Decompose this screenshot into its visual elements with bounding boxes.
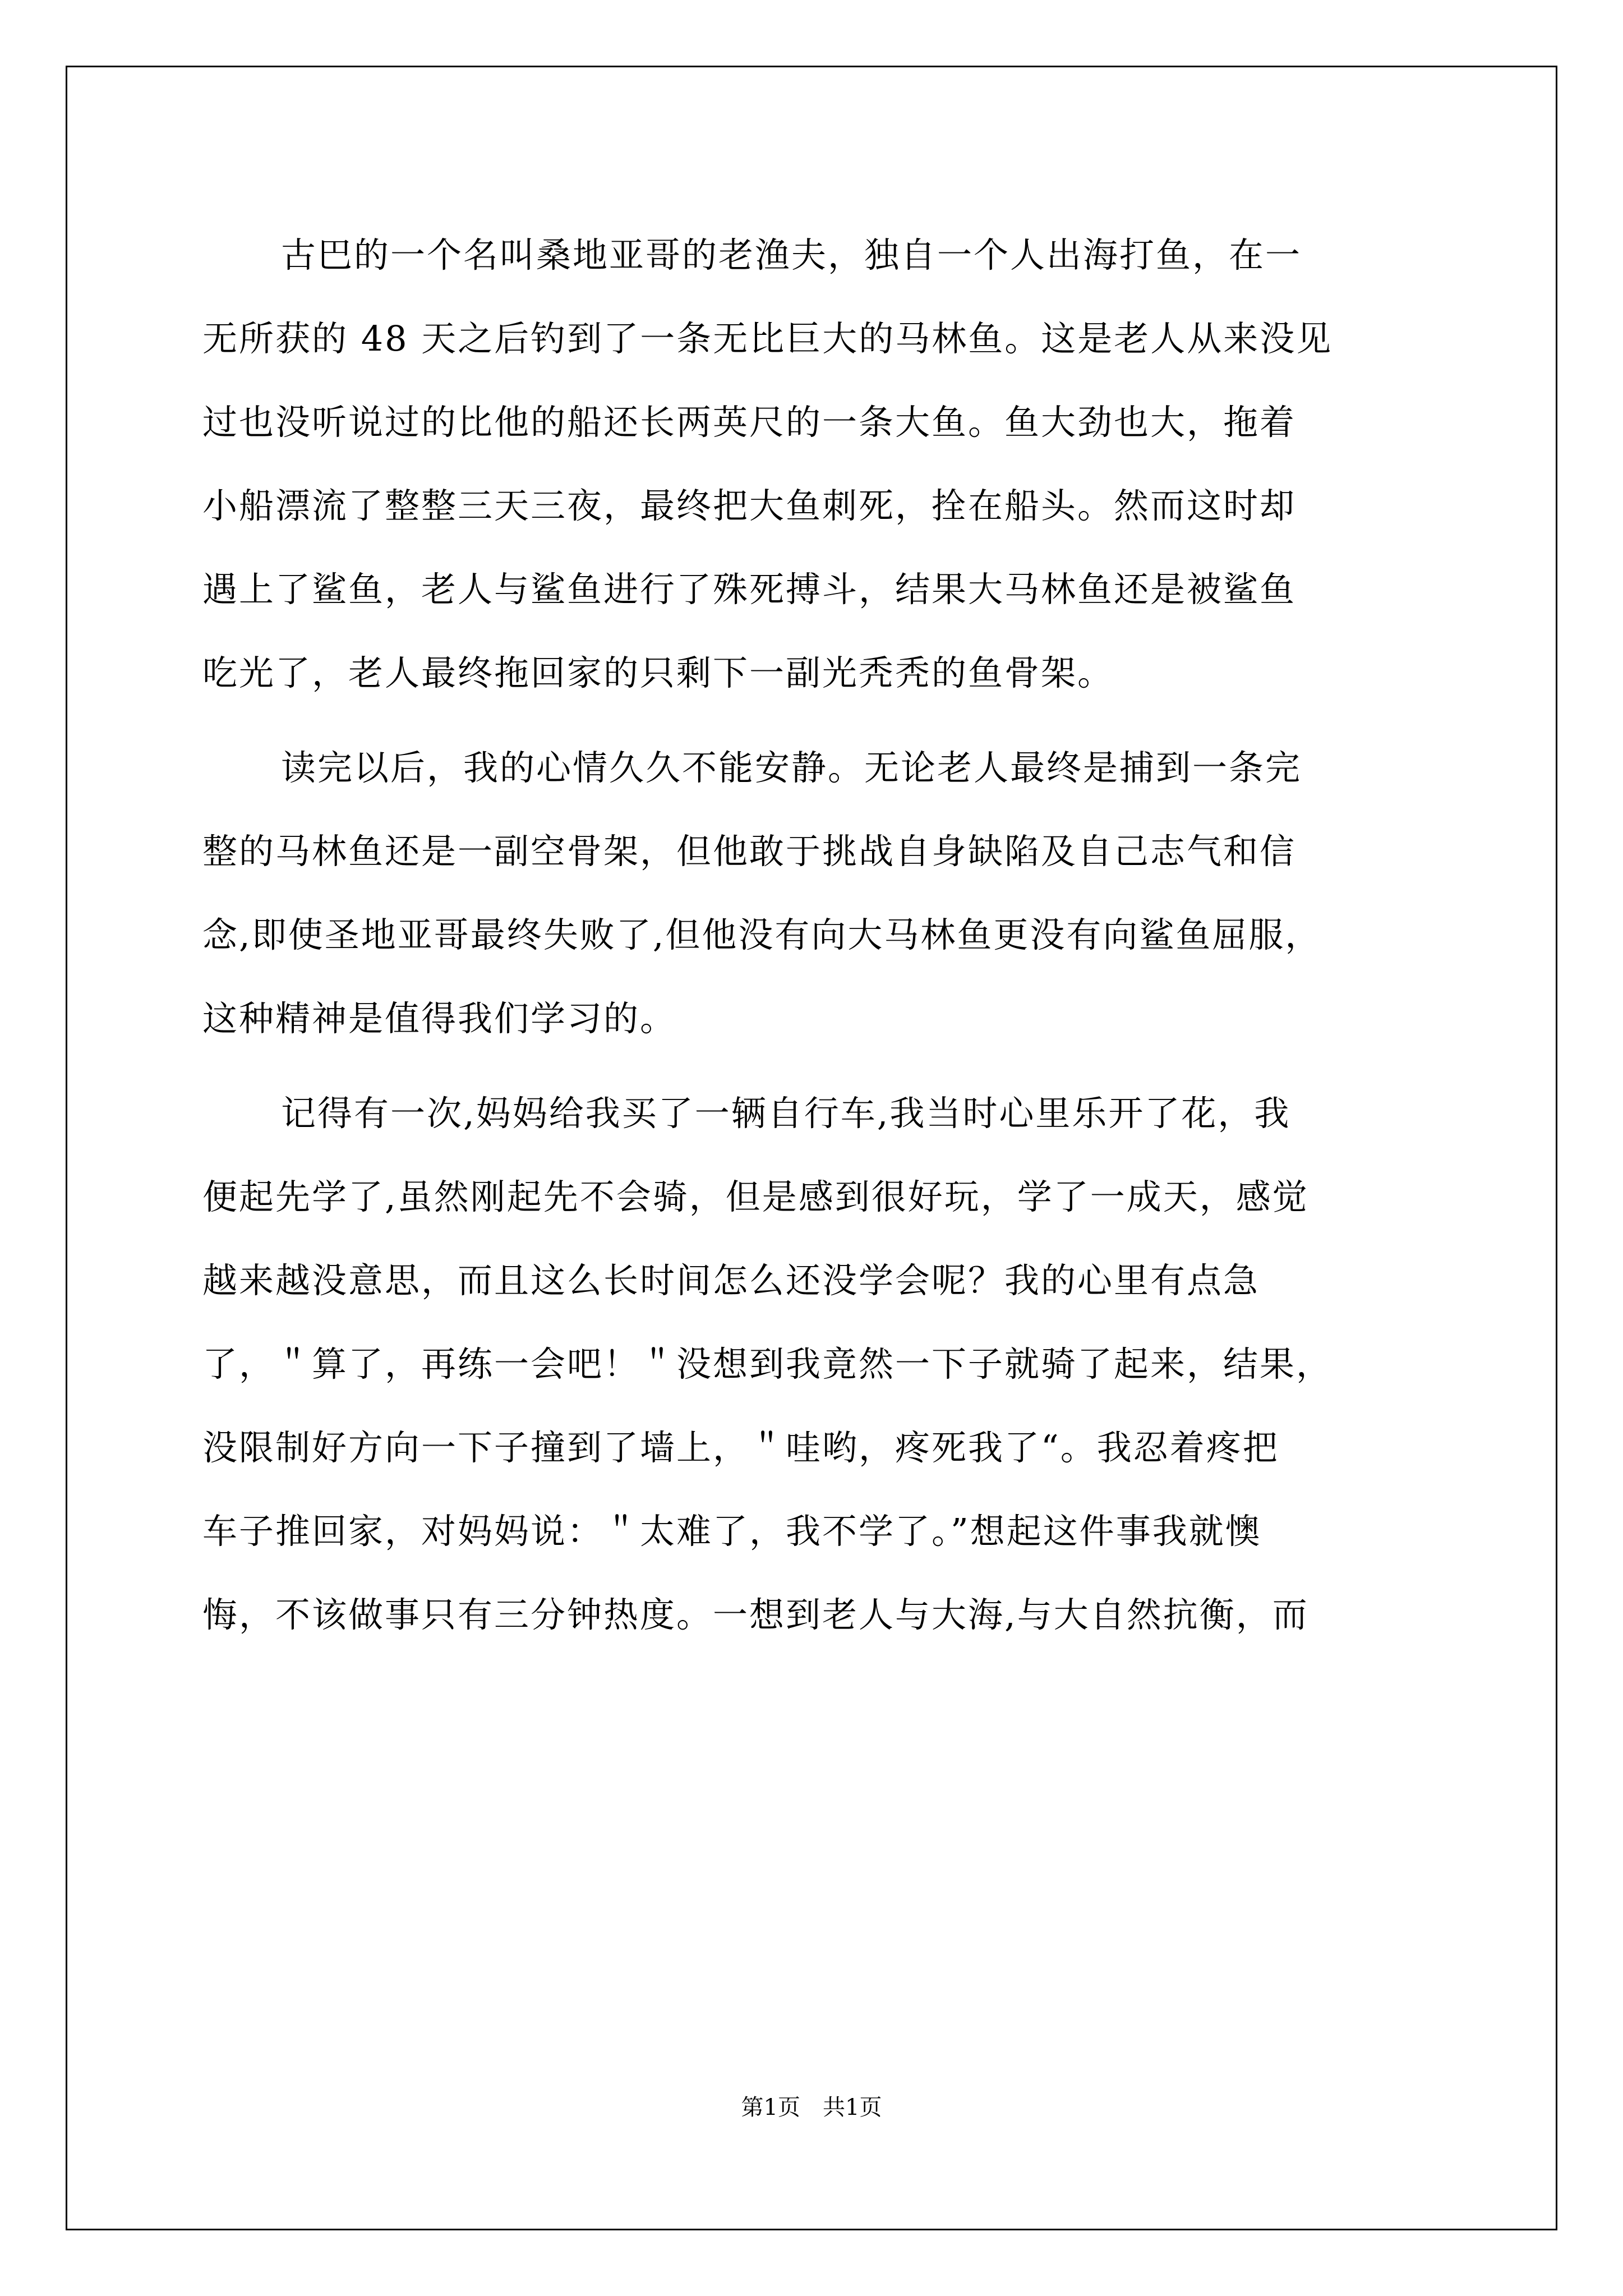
- document-body: [202, 213, 1431, 1657]
- page-footer: 第1页 共1页: [741, 2095, 882, 2120]
- text-line: 无所获的 48 天之后钓到了一条无比巨大的马林鱼。这是老人从来没见: [202, 318, 1333, 359]
- text-line: 吃光了，老人最终拖回家的只剩下一副光秃秃的鱼骨架。: [202, 652, 1114, 693]
- text-line: 没限制好方向一下子撞到了墙上，＂哇哟，疼死我了“。我忍着疼把: [202, 1427, 1279, 1468]
- text-line: 这种精神是值得我们学习的。: [202, 998, 677, 1039]
- text-line: 整的马林鱼还是一副空骨架，但他敢于挑战自身缺陷及自己志气和信: [202, 831, 1297, 872]
- text-line: 了，＂算了，再练一会吧！＂没想到我竟然一下子就骑了起来，结果，: [202, 1343, 1333, 1384]
- text-line: 车子推回家，对妈妈说：＂太难了，我不学了。”想起这件事我就懊: [202, 1511, 1262, 1552]
- text-line: 念,即使圣地亚哥最终失败了,但他没有向大马林鱼更没有向鲨鱼屈服，: [202, 914, 1322, 955]
- text-line: 便起先学了,虽然刚起先不会骑，但是感到很好玩，学了一成天，感觉: [202, 1176, 1309, 1217]
- text-line: 记得有一次,妈妈给我买了一辆自行车,我当时心里乐开了花，我: [281, 1093, 1291, 1134]
- text-line: 遇上了鲨鱼，老人与鲨鱼进行了殊死搏斗，结果大马林鱼还是被鲨鱼: [202, 569, 1297, 610]
- text-line: 古巴的一个名叫桑地亚哥的老渔夫，独自一个人出海打鱼，在一: [281, 234, 1302, 275]
- text-line: 小船漂流了整整三天三夜，最终把大鱼刺死，拴在船头。然而这时却: [202, 485, 1297, 526]
- paragraph-gap: [202, 1060, 1431, 1071]
- text-line: 读完以后，我的心情久久不能安静。无论老人最终是捕到一条完: [281, 747, 1302, 788]
- paragraph: [202, 1071, 1431, 1657]
- paragraph: [202, 213, 1431, 715]
- text-line: 悔，不该做事只有三分钟热度。一想到老人与大海,与大自然抗衡，而: [202, 1594, 1309, 1635]
- paragraph-gap: [202, 715, 1431, 726]
- text-line: 过也没听说过的比他的船还长两英尺的一条大鱼。鱼大劲也大，拖着: [202, 402, 1297, 443]
- text-line: 越来越没意思，而且这么长时间怎么还没学会呢？我的心里有点急: [202, 1260, 1260, 1301]
- paragraph: [202, 726, 1431, 1060]
